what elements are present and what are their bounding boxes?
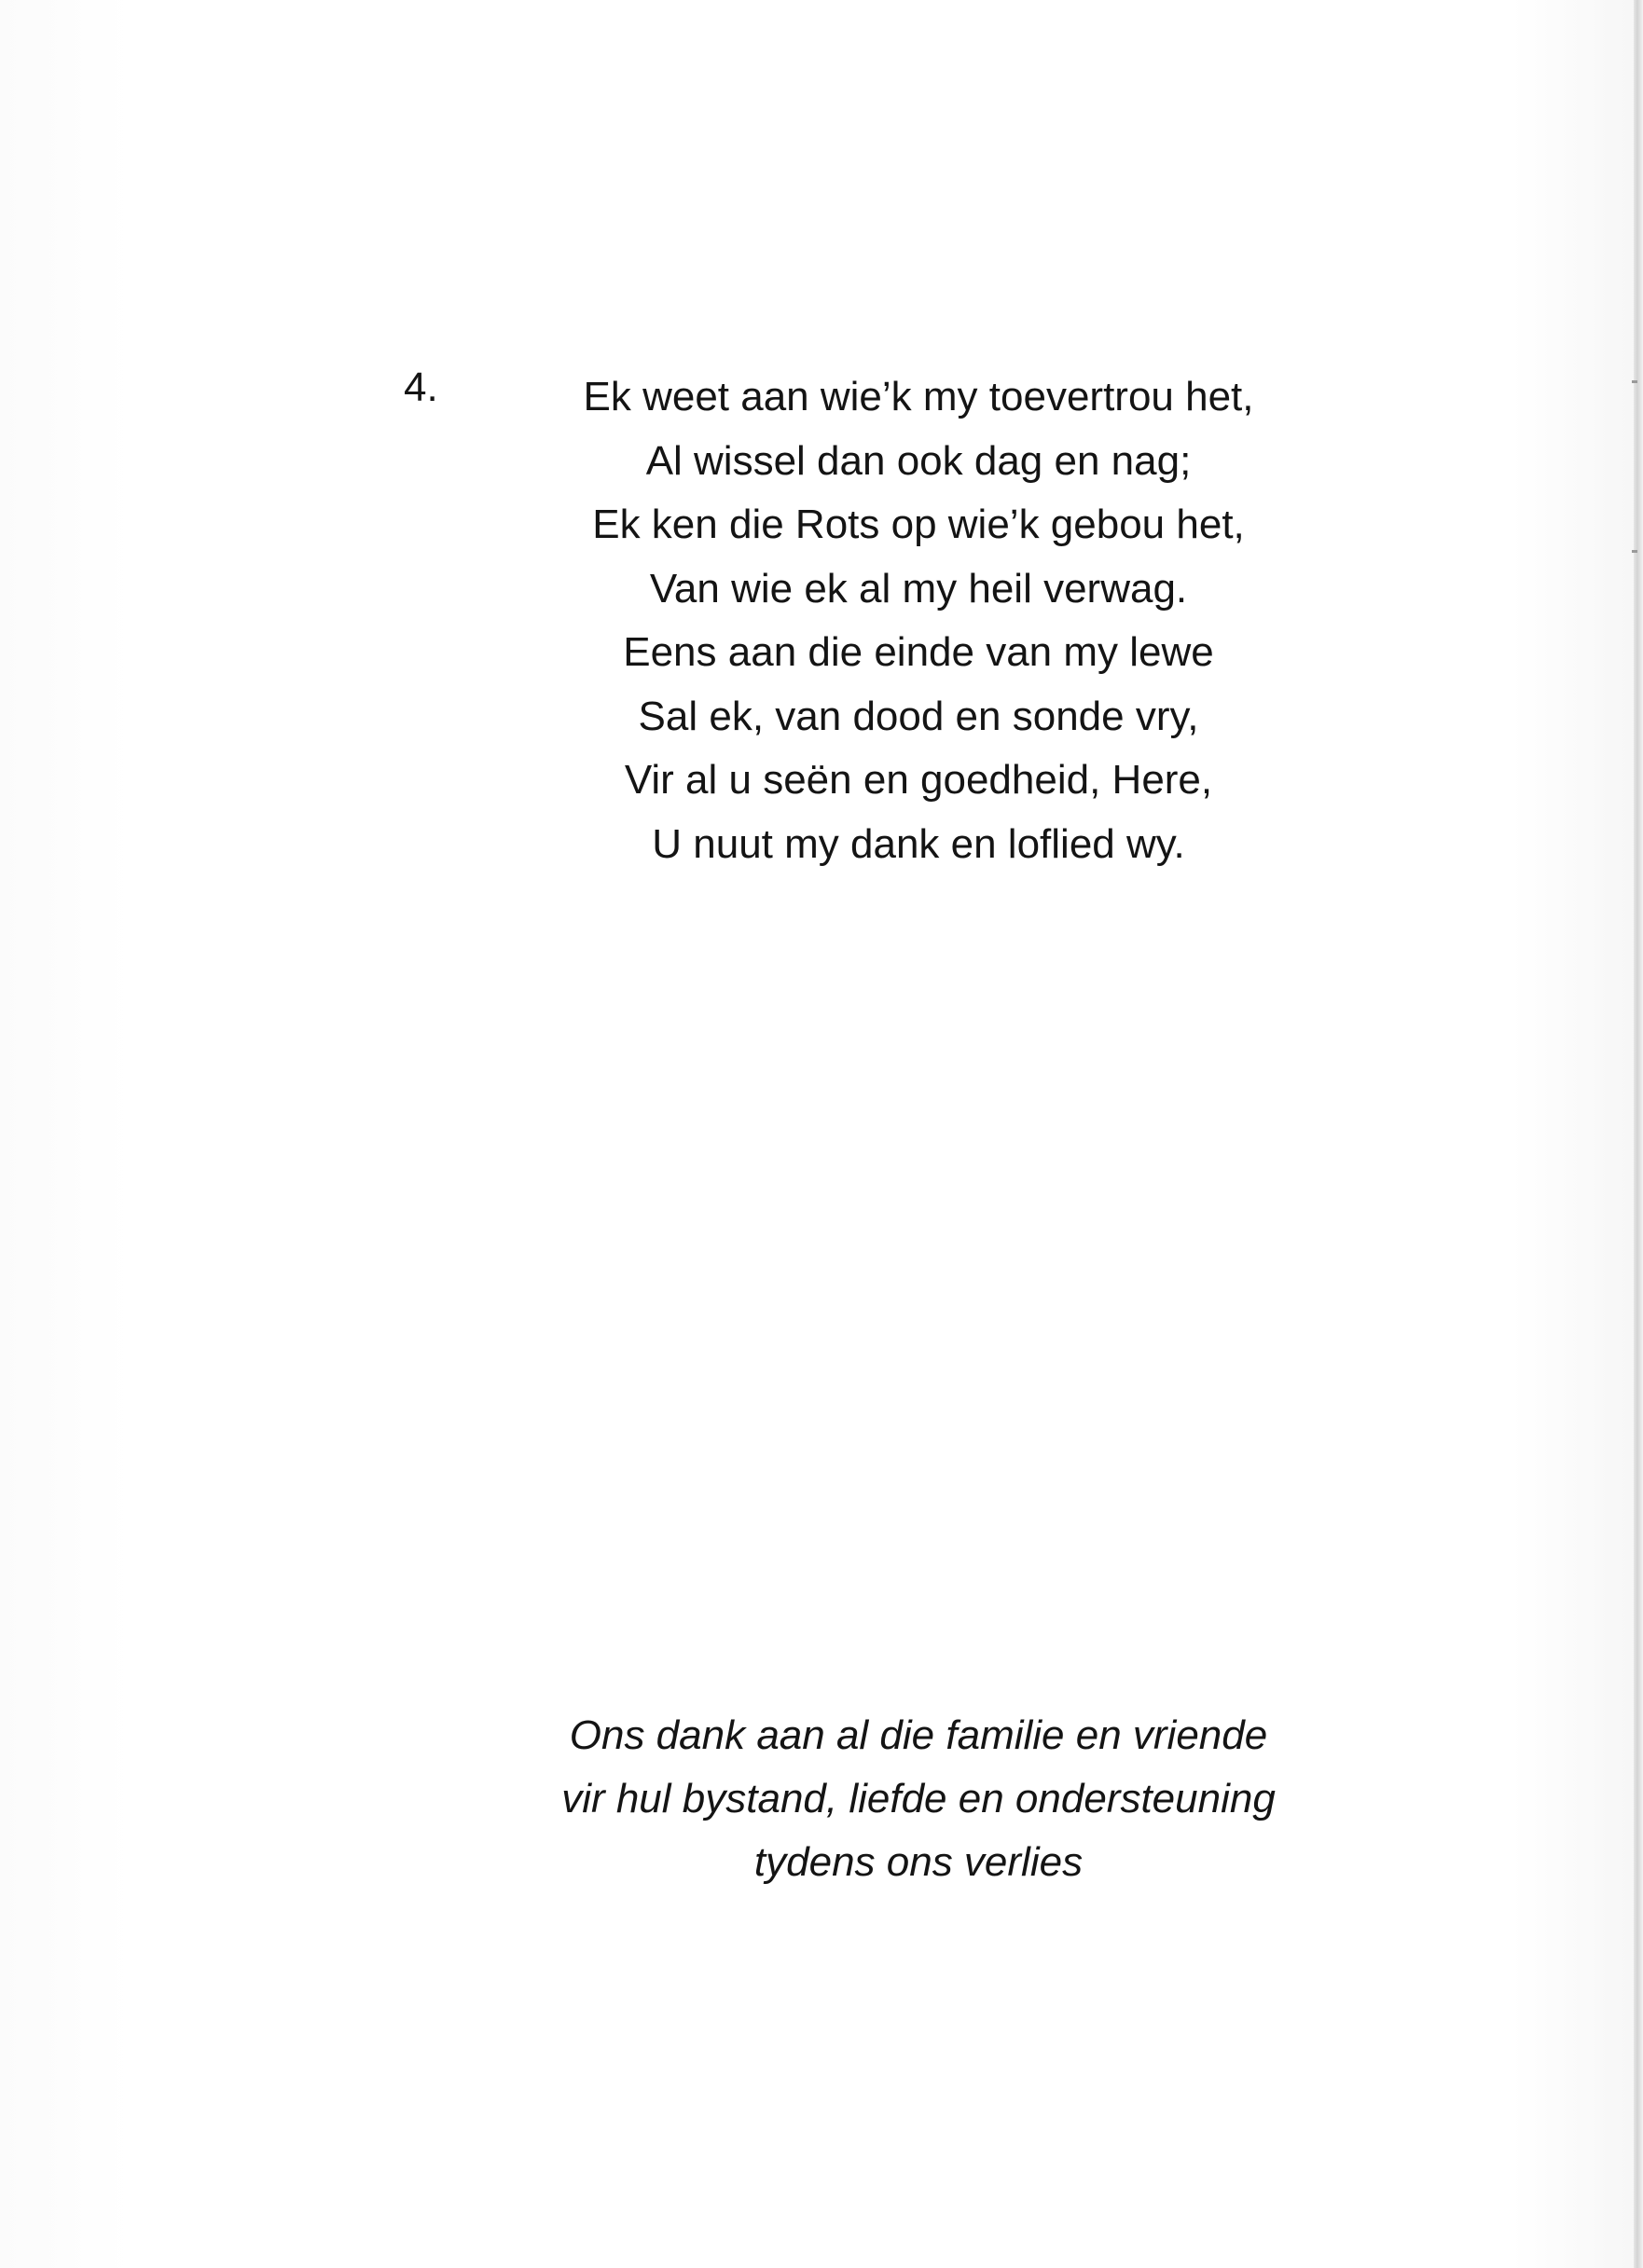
verse-line: Ek weet aan wie’k my toevertrou het, [583, 374, 1254, 419]
verse-line: Ek ken die Rots op wie’k gebou het, [592, 502, 1245, 547]
edge-mark [1632, 380, 1637, 383]
verse-line: Vir al u seën en goedheid, Here, [624, 757, 1213, 803]
verse-line: Sal ek, van dood en sonde vry, [638, 693, 1199, 739]
acknowledgement-note [466, 1704, 1371, 1894]
verse-line: U nuut my dank en loflied wy. [652, 820, 1185, 867]
verse-line: Eens aan die einde van my lewe [623, 629, 1214, 675]
verse-number: 4. [404, 364, 438, 410]
edge-mark [1632, 550, 1637, 553]
hymn-verse [485, 365, 1352, 876]
verse-line: Al wissel dan ook dag en nag; [645, 437, 1192, 484]
thanks-line: tydens ons verlies [753, 1839, 1084, 1885]
page-edge [1634, 0, 1643, 2268]
verse-line: Van wie ek al my heil verwag. [649, 565, 1188, 612]
thanks-line: Ons dank aan al die familie en vriende [569, 1712, 1268, 1758]
thanks-line: vir hul bystand, liefde en ondersteuning [561, 1776, 1276, 1821]
